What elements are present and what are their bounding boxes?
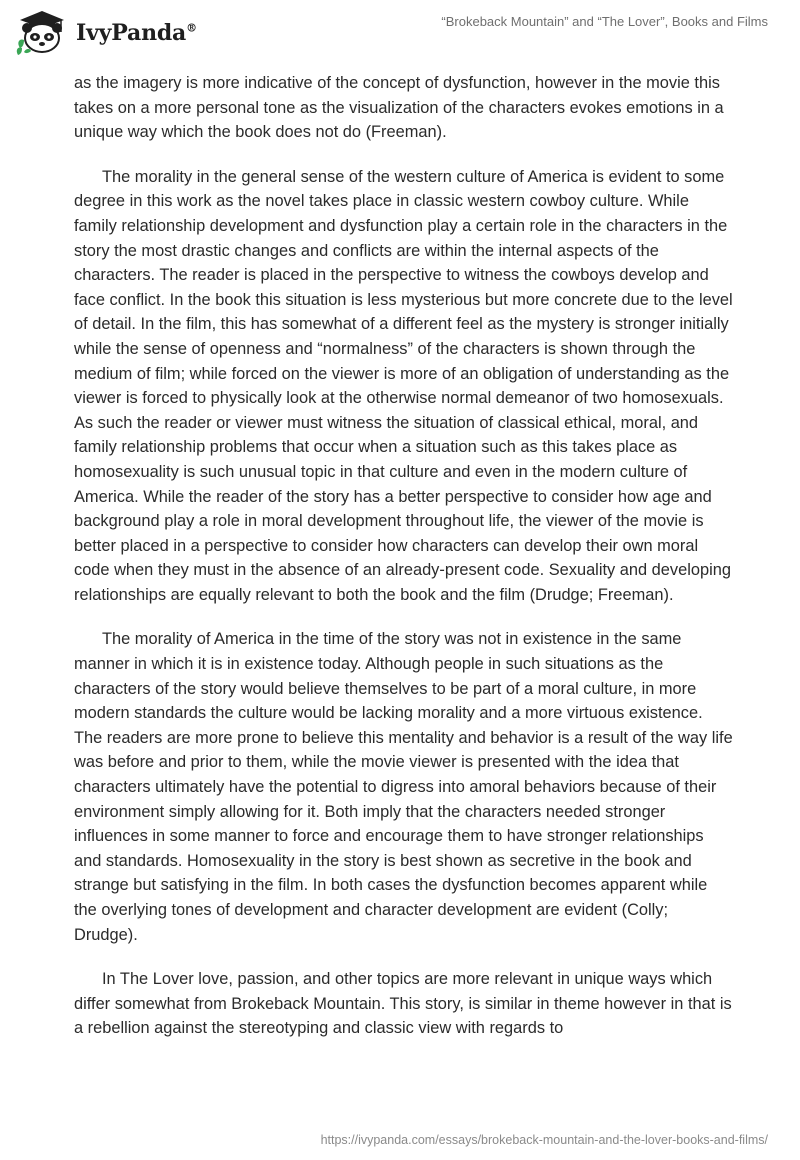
panda-graduation-cap-icon <box>14 8 70 58</box>
document-title: “Brokeback Mountain” and “The Lover”, Books and Films <box>441 14 768 29</box>
essay-body <box>74 71 734 1061</box>
paragraph: The morality in the general sense of the western culture of America is evident to some degree in this work as the novel takes place in classic western cowboy culture. While family relationship development and dysfunction play a certain role in the characters in the story the most drastic changes and conflicts are within the internal aspects of the characters. The reader is placed in the perspective to witness the cowboys develop and face conflict. In the book this situation is less mysterious but more concrete due to the level of detail. In the film, this has somewhat of a different feel as the mystery is stronger initially while the sense of openness and “normalness” of the characters is shown through the medium of film; while forced on the viewer is more of an obligation of understanding as the viewer is forced to physically look at the otherwise normal demeanor of two homosexuals. As such the reader or viewer must witness the situation of classical ethical, moral, and family relationship problems that occur when a situation such as this takes place as homosexuality is such unusual topic in that culture and even in the modern culture of America. While the reader of the story has a better perspective to consider how age and background play a role in moral development throughout life, the viewer of the movie is better placed in a perspective to consider how characters can develop their own moral code when they must in the absence of an already-present code. Sexuality and developing relationships are equally relevant to both the book and the film (Drudge; Freeman). <box>74 167 733 604</box>
source-url[interactable]: https://ivypanda.com/essays/brokeback-mountain-and-the-lover-books-and-films/ <box>320 1133 768 1147</box>
ivypanda-logo[interactable] <box>14 8 197 58</box>
brand-name: IvyPanda® <box>76 20 197 46</box>
paragraph: The morality of America in the time of the story was not in existence in the same manner in which it is in existence today. Although people in such situations as the characters of the story would believe themselves to be part of a moral culture, in more modern standards the culture would be lacking morality and a more virtuous existence. The readers are more prone to believe this mentality and behavior is a result of the way life was before and prior to them, while the movie viewer is presented with the idea that characters ultimately have the potential to digress into amoral behaviors because of their environment simply allowing for it. Both imply that the characters needed stronger influences in some manner to force and encourage them to have stronger relationships and standards. Homosexuality in the story is best shown as secretive in the book and strange but satisfying in the film. In both cases the dysfunction becomes apparent while the overlying tones of development and character development are evident (Colly; Drudge). <box>74 630 733 944</box>
paragraph: In The Lover love, passion, and other topics are more relevant in unique ways which differ somewhat from Brokeback Mountain. This story, is similar in theme however in that is a rebellion against the stereotyping and classic view with regards to <box>74 970 732 1038</box>
page-header <box>0 0 800 72</box>
paragraph: as the imagery is more indicative of the concept of dysfunction, however in the movie this takes on a more personal tone as the visualization of the characters evokes emotions in a unique way which the book does not do (Freeman). <box>74 74 724 142</box>
